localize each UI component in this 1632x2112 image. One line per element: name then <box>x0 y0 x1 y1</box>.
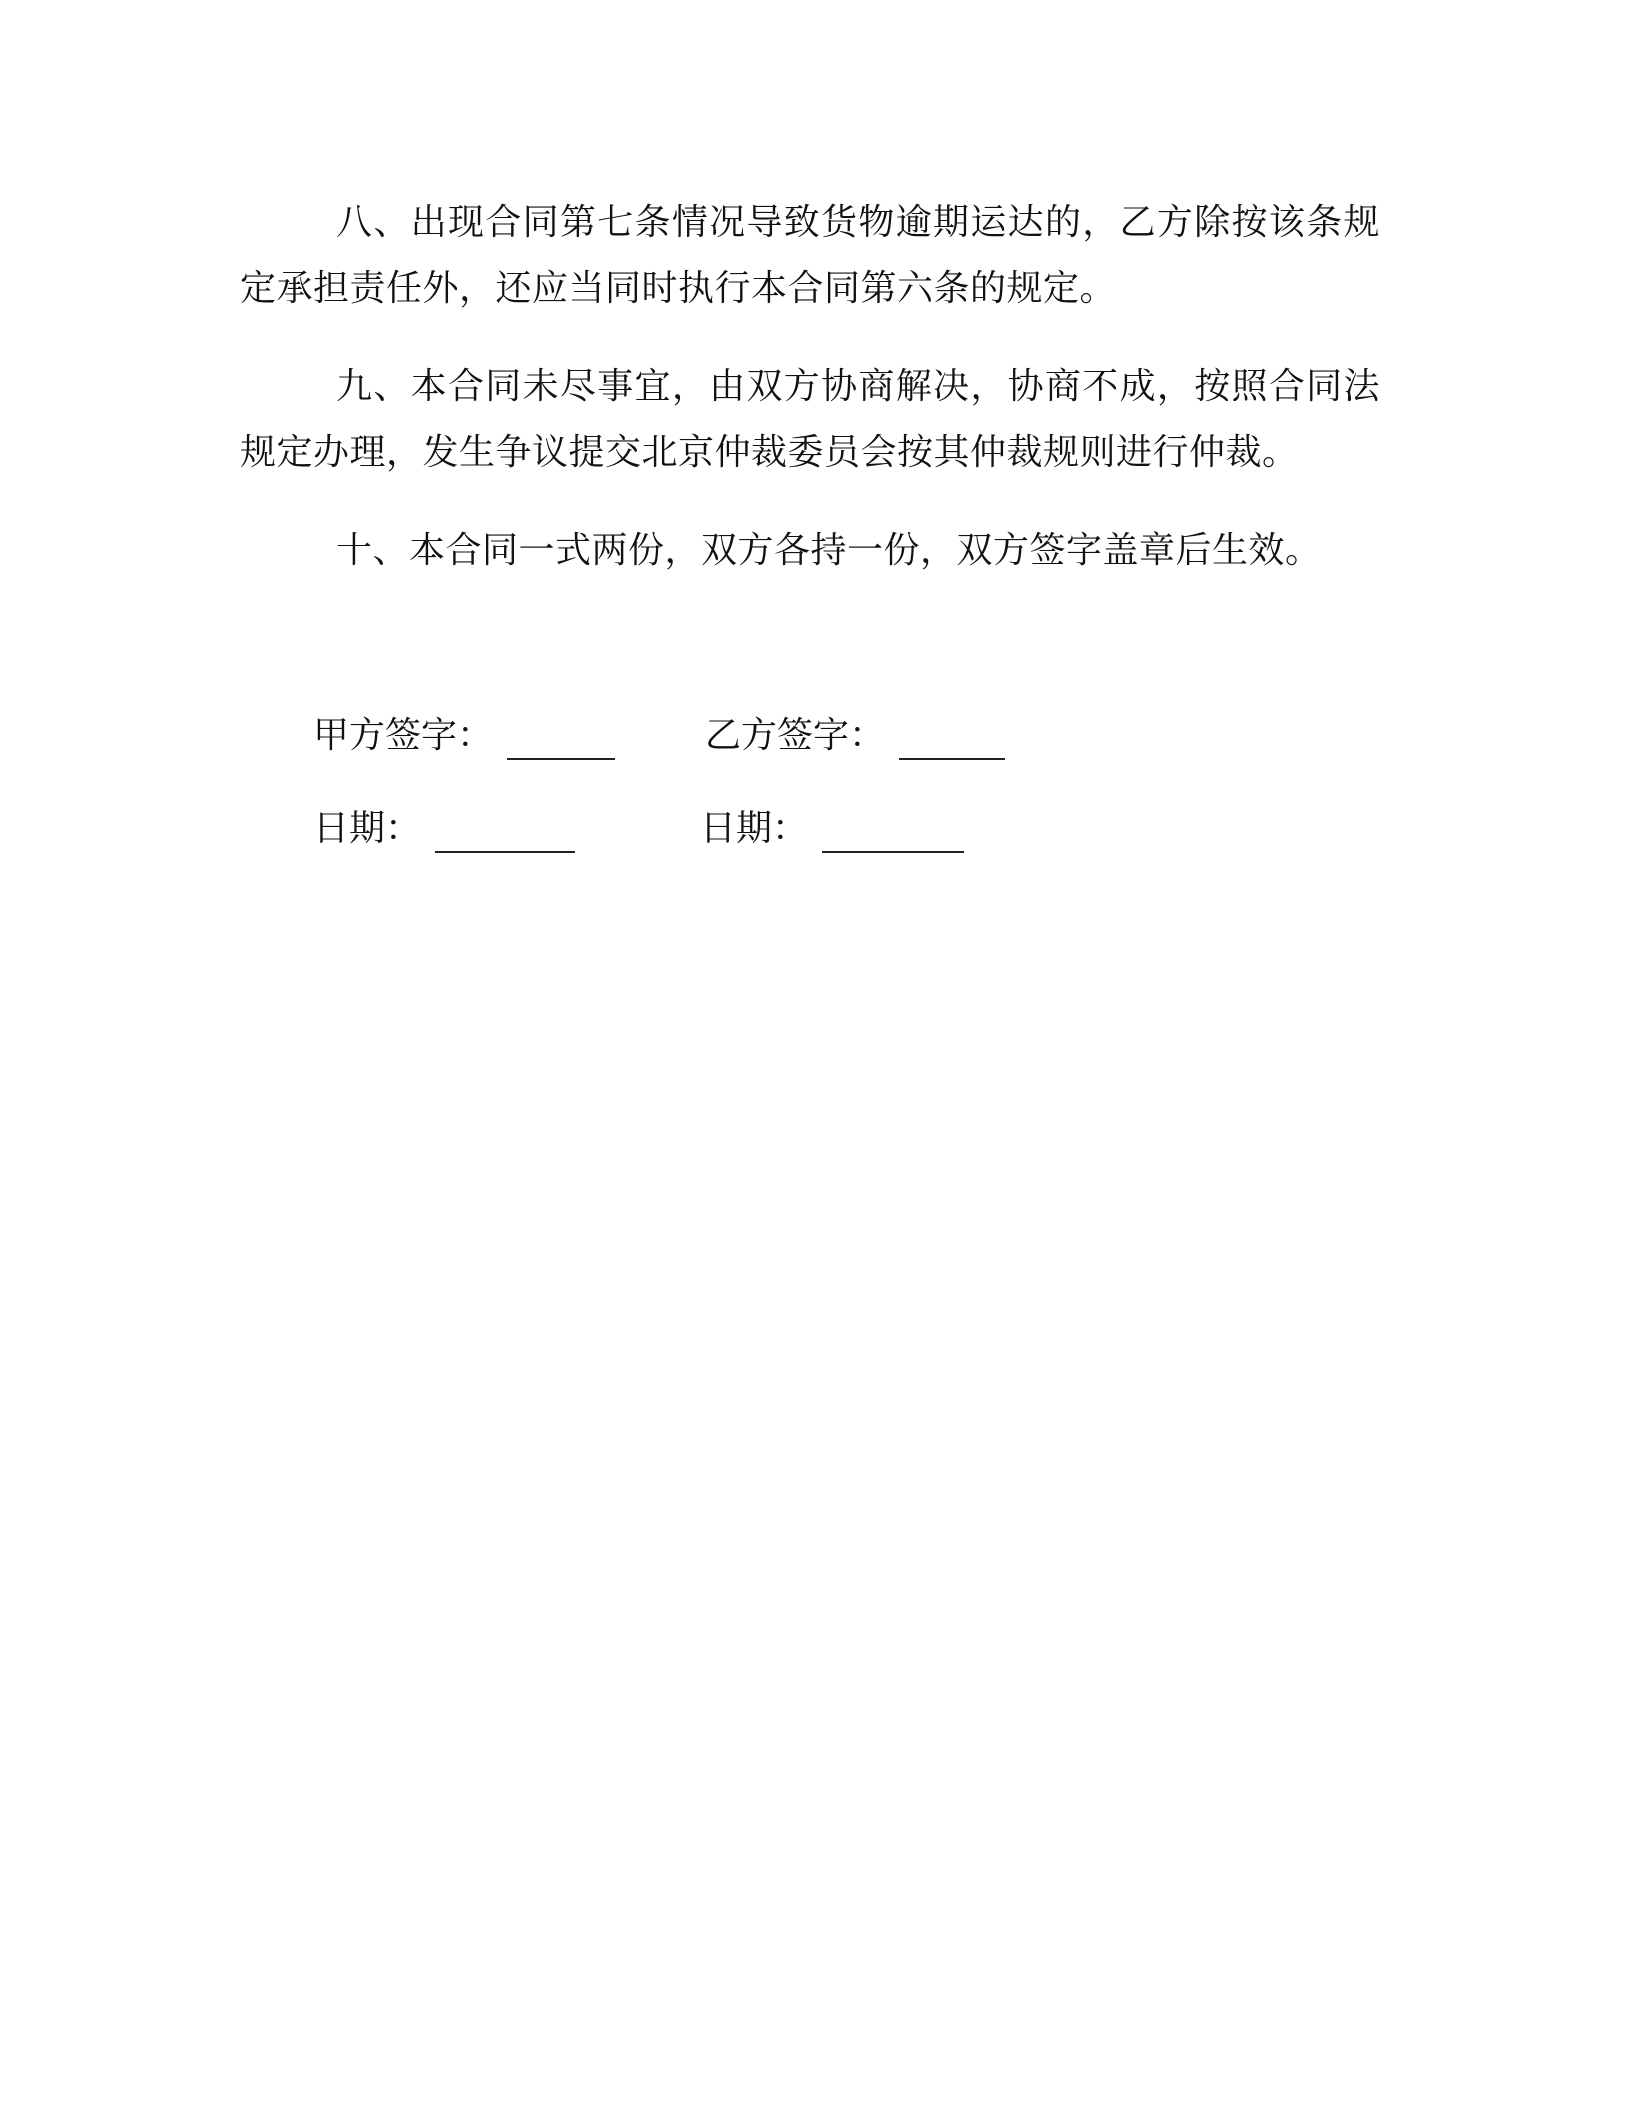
party-a-signature-label: 甲方签字： <box>313 715 494 756</box>
contract-body <box>240 190 1380 616</box>
party-b-signature-label: 乙方签字： <box>705 715 886 756</box>
party-a-date <box>313 793 575 853</box>
party-b-signature-line[interactable] <box>899 712 1005 760</box>
party-a-date-line[interactable] <box>435 805 575 853</box>
date-row <box>0 793 1632 853</box>
clause-9: 九、本合同未尽事宜，由双方协商解决，协商不成，按照合同法规定办理，发生争议提交北京仲裁委员会按其仲裁规则进行仲裁。 <box>240 366 1380 473</box>
party-b-date <box>700 793 964 853</box>
party-b-date-line[interactable] <box>822 805 964 853</box>
party-a-signature <box>313 700 615 760</box>
party-b-signature <box>705 700 1005 760</box>
signature-row <box>0 700 1632 760</box>
clause-8: 八、出现合同第七条情况导致货物逾期运达的，乙方除按该条规定承担责任外，还应当同时执行本合同第六条的规定。 <box>240 202 1380 309</box>
clause-10: 十、本合同一式两份，双方各持一份，双方签字盖章后生效。 <box>336 530 1322 571</box>
party-b-date-label: 日期： <box>700 808 809 849</box>
party-a-signature-line[interactable] <box>507 712 615 760</box>
party-a-date-label: 日期： <box>313 808 422 849</box>
